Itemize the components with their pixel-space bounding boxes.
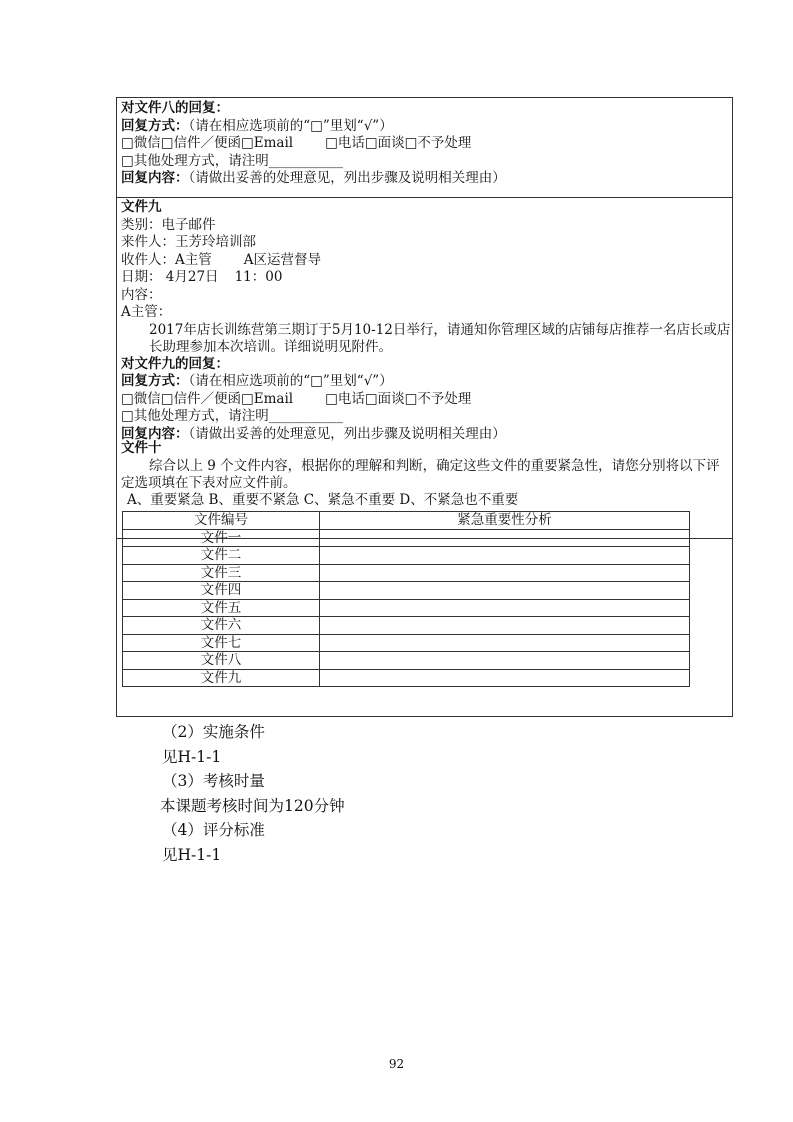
doc-number-cell: 文件一 [123,529,320,547]
scoring-heading: （4）评分标准 [162,821,265,839]
analysis-cell[interactable] [320,669,690,687]
table-row [123,652,690,670]
implementation-heading: （2）实施条件 [162,723,265,741]
reply9-method-note: （请在相应选项前的“□”里划“√”） [188,373,393,389]
urgency-table [122,511,690,687]
table-row [123,617,690,635]
doc10-choices: A、重要紧急 B、重要不紧急 C、紧急不重要 D、不紧急也不重要 [127,491,519,508]
after-section [162,720,345,867]
doc9-recipient-b: A区运营督导 [243,251,321,268]
analysis-cell[interactable] [320,564,690,582]
doc-number-cell: 文件九 [123,669,320,687]
doc9-date-a: 日期： 4月27日 [121,269,219,285]
doc-number-cell: 文件八 [123,652,320,670]
reply8-options-a[interactable]: □微信□信件／便函□Email [121,135,294,151]
analysis-cell[interactable] [320,617,690,635]
doc9-sender: 来件人：王芳玲培训部 [121,234,256,250]
reply9-method-label: 回复方式： [121,373,189,389]
reply8-content-note: （请做出妥善的处理意见，列出步骤及说明相关理由） [188,170,506,186]
table-header-row [123,512,690,530]
reply8-options-other[interactable]: □其他处理方式，请注明___________ [121,152,344,169]
page-number: 92 [388,1057,405,1071]
analysis-cell[interactable] [320,652,690,670]
reply9-content-label: 回复内容： [121,425,189,442]
table-row [123,529,690,547]
doc-number-cell: 文件四 [123,582,320,600]
doc-number-cell: 文件五 [123,599,320,617]
analysis-cell[interactable] [320,634,690,652]
reply8-content-label: 回复内容： [121,170,189,186]
doc9-content-label: 内容： [121,286,162,303]
duration-text: 本课题考核时间为120分钟 [160,796,345,815]
doc9-salutation: A主管： [121,304,172,320]
table-row [123,582,690,600]
scoring-ref: 见H-1-1 [162,845,222,864]
reply9-content-note: （请做出妥善的处理意见，列出步骤及说明相关理由） [188,425,506,442]
doc9-heading: 文件九 [121,199,162,215]
reply9-heading: 对文件九的回复： [121,355,229,372]
table-header-analysis: 紧急重要性分析 [320,512,690,530]
reply9-options-other[interactable]: □其他处理方式，请注明___________ [121,408,344,424]
doc9-category: 类别：电子邮件 [121,216,216,233]
table-row [123,599,690,617]
doc-number-cell: 文件七 [123,634,320,652]
reply8-method-label: 回复方式： [121,117,189,134]
doc10-heading: 文件十 [121,440,162,456]
reply8-method-note: （请在相应选项前的“□”里划“√”） [188,117,393,134]
doc10-instruction: 综合以上 9 个文件内容，根据你的理解和判断，确定这些文件的重要紧急性，请您分别将以下评定选项填在下表对应文件前。 [121,457,720,491]
doc9-recipient-a: 收件人：A主管 [121,251,212,268]
table-row [123,634,690,652]
table-row [123,669,690,687]
doc9-body: 2017年店长训练营第三期订于5月10-12日举行，请通知你管理区域的店铺每店推荐一名店长或店长助理参加本次培训。详细说明见附件。 [149,321,731,355]
analysis-cell[interactable] [320,529,690,547]
doc9-date-b: 11：00 [234,269,283,285]
reply9-options-b[interactable]: □电话□面谈□不予处理 [325,390,472,407]
table-header-doc-no: 文件编号 [123,512,320,530]
analysis-cell[interactable] [320,599,690,617]
analysis-cell[interactable] [320,582,690,600]
implementation-ref: 见H-1-1 [162,747,222,766]
reply8-heading: 对文件八的回复： [121,100,229,116]
table-row [123,547,690,565]
doc-number-cell: 文件六 [123,617,320,635]
table-row [123,564,690,582]
doc-number-cell: 文件二 [123,547,320,565]
duration-heading: （3）考核时量 [162,772,265,790]
reply8-section [117,98,732,198]
reply9-options-a[interactable]: □微信□信件／便函□Email [121,390,294,407]
analysis-cell[interactable] [320,547,690,565]
reply8-options-b[interactable]: □电话□面谈□不予处理 [325,135,472,151]
doc-number-cell: 文件三 [123,564,320,582]
assessment-frame [116,97,733,717]
